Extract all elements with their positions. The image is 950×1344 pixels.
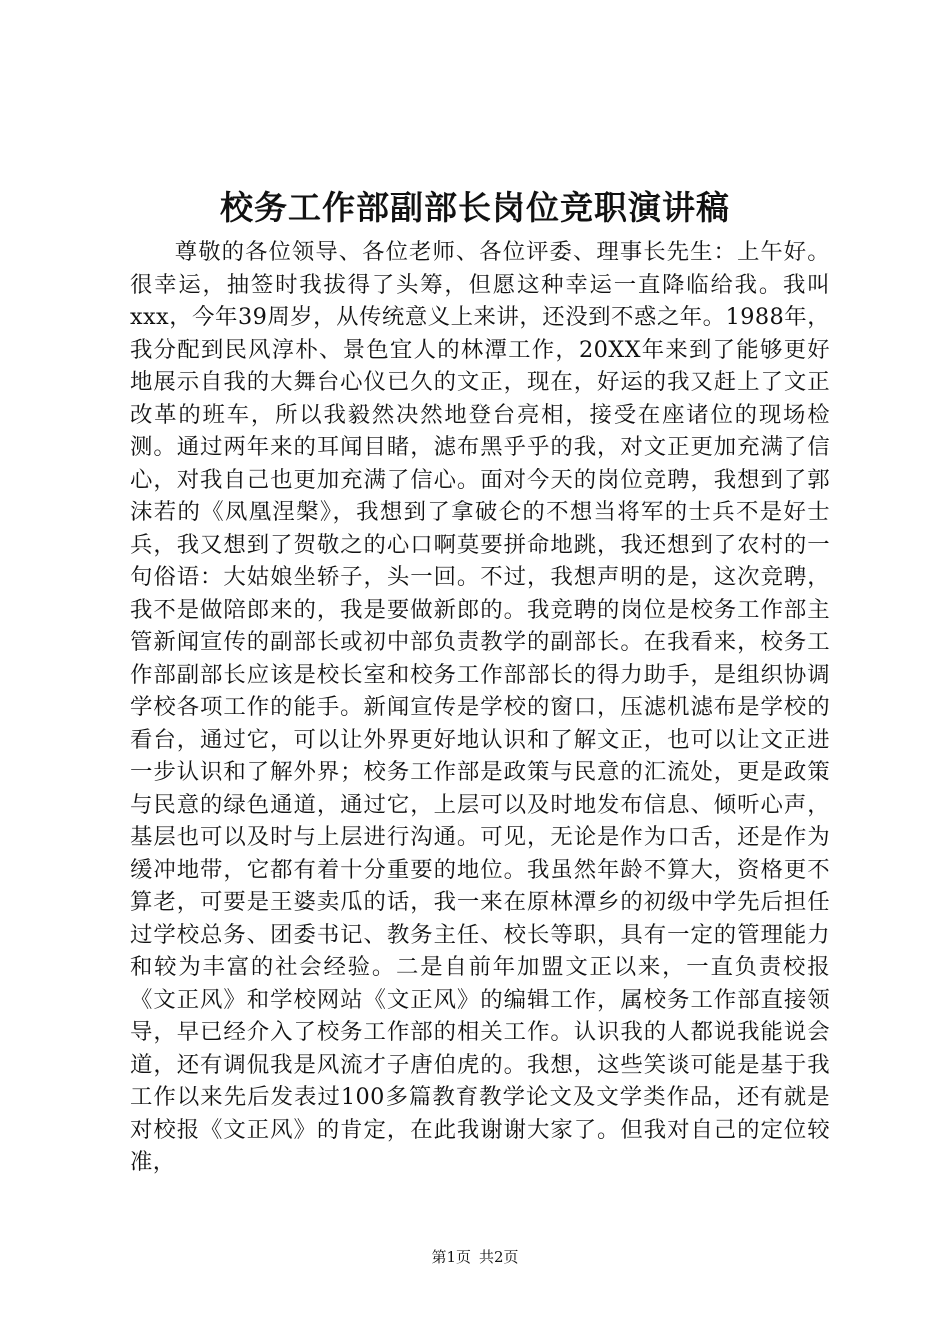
document-body-paragraph: 尊敬的各位领导、各位老师、各位评委、理事长先生：上午好。很幸运，抽签时我拔得了头筹，但愿这种幸运一直降临给我。我叫xxx，今年39周岁，从传统意义上来讲，还没到不惑之年。1988年，我分配到民风淳朴、景色宜人的林潭工作，20XX年来到了能够更好地展示自我的大舞台心仪已久的文正，现在，好运的我又赶上了文正改革的班车，所以我毅然决然地登台亮相，接受在座诸位的现场检测。通过两年来的耳闻目睹，滤布黑乎乎的我，对文正更加充满了信心，对我自己也更加充满了信心。面对今天的岗位竞聘，我想到了郭沫若的《凤凰涅槃》，我想到了拿破仑的不想当将军的士兵不是好士兵，我又想到了贺敬之的心口啊莫要拼命地跳，我还想到了农村的一句俗语：大姑娘坐轿子，头一回。不过，我想声明的是，这次竞聘，我不是做陪郎来的，我是要做新郎的。我竞聘的岗位是校务工作部主管新闻宣传的副部长或初中部负责教学的副部长。在我看来，校务工作部副部长应该是校长室和校务工作部部长的得力助手，是组织协调学校各项工作的能手。新闻宣传是学校的窗口，压滤机滤布是学校的看台，通过它，可以让外界更好地认识和了解文正，也可以让文正进一步认识和了解外界；校务工作部是政策与民意的汇流处，更是政策与民意的绿色通道，通过它，上层可以及时地发布信息、倾听心声，基层也可以及时与上层进行沟通。可见，无论是作为口舌，还是作为缓冲地带，它都有着十分重要的地位。我虽然年龄不算大，资格更不算老，可要是王婆卖瓜的话，我一来在原林潭乡的初级中学先后担任过学校总务、团委书记、教务主任、校长等职，具有一定的管理能力和较为丰富的社会经验。二是自前年加盟文正以来，一直负责校报《文正风》和学校网站《文正风》的编辑工作，属校务工作部直接领导，早已经介入了校务工作部的相关工作。认识我的人都说我能说会道，还有调侃我是风流才子唐伯虎的。我想，这些笑谈可能是基于我工作以来先后发表过100多篇教育教学论文及文学类作品，还有就是对校报《文正风》的肯定，在此我谢谢大家了。但我对自己的定位较准， (130, 239, 830, 1175)
page-number: 第1页 (431, 1248, 471, 1266)
document-title: 校务工作部副部长岗位竞职演讲稿 (220, 188, 730, 227)
page-total: 共2页 (479, 1248, 519, 1266)
page-footer (0, 1247, 950, 1267)
